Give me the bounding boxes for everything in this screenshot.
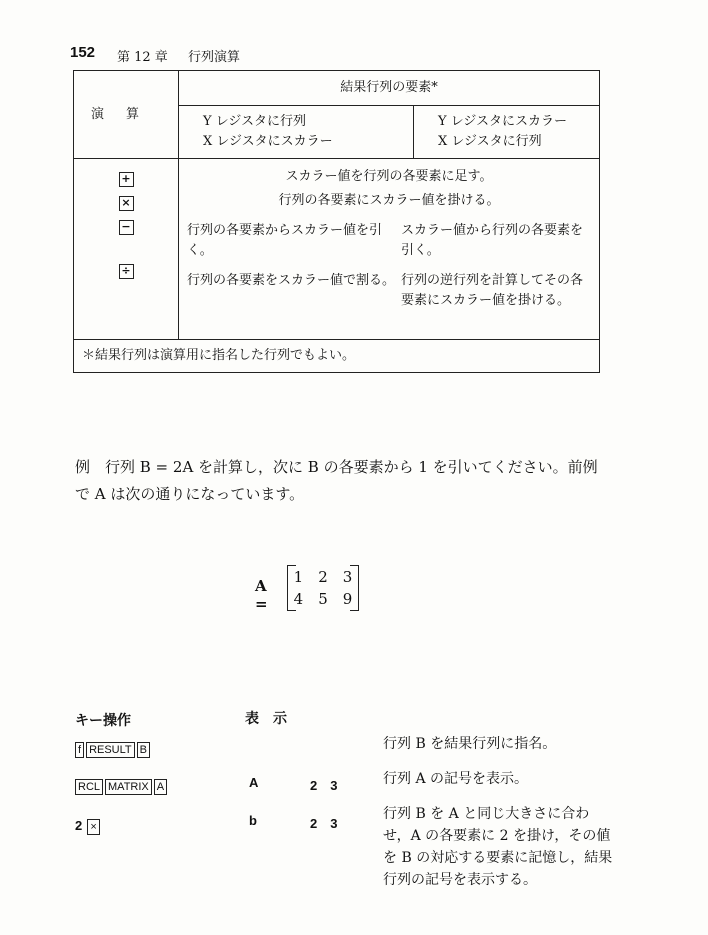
matrix-label: A = xyxy=(255,577,268,613)
display-header: 表 示 xyxy=(245,711,287,727)
chapter-title: 行列演算 xyxy=(188,50,241,65)
keystroke-note-1: 行列 B を結果行列に指名。 xyxy=(383,736,557,752)
page-number: 152 xyxy=(70,44,96,61)
right-bracket-icon xyxy=(350,565,359,611)
keystroke-header: キー操作 xyxy=(75,713,131,729)
table-footnote: ＊結果行列は演算用に指名した行列でもよい。 xyxy=(74,340,600,373)
matrix-key: MATRIX xyxy=(105,779,152,795)
times-key-icon: × xyxy=(87,819,99,835)
keystroke-row-3 xyxy=(75,815,102,835)
result-key: RESULT xyxy=(86,742,135,758)
subheader-right xyxy=(414,106,600,159)
chapter-label: 第 12 章 xyxy=(117,50,168,65)
left-bracket-icon xyxy=(287,565,296,611)
digit-2: 2 xyxy=(75,818,83,833)
desc-div-left: 行列の各要素をスカラー値で割る。 xyxy=(187,273,396,288)
display-2-left: A xyxy=(249,775,259,790)
keystroke-row-2 xyxy=(75,775,169,795)
display-2-right: 2 3 xyxy=(310,778,338,793)
matrix-body xyxy=(287,565,359,611)
subheader-left xyxy=(179,106,414,159)
desc-plus: スカラー値を行列の各要素に足す。 xyxy=(285,169,493,184)
b-key: B xyxy=(137,742,150,758)
matrix-row-1: 1 2 3 xyxy=(293,568,353,586)
a-key: A xyxy=(154,779,167,795)
desc-minus-left: 行列の各要素からスカラー値を引く。 xyxy=(187,223,383,258)
divide-key-icon: ÷ xyxy=(119,264,134,279)
operation-keys xyxy=(74,159,179,340)
desc-minus-right: スカラー値から行列の各要素を引く。 xyxy=(401,223,584,258)
operations-table xyxy=(73,70,600,373)
matrix-row-2: 4 5 9 xyxy=(293,590,353,608)
plus-key-icon: + xyxy=(119,172,134,187)
times-key-icon: × xyxy=(119,196,134,211)
desc-times: 行列の各要素にスカラー値を掛ける。 xyxy=(278,193,500,208)
operation-header: 演算 xyxy=(74,71,179,159)
f-key: f xyxy=(75,742,84,758)
minus-key-icon: − xyxy=(119,220,134,235)
operation-descriptions xyxy=(179,159,600,340)
keystroke-row-1 xyxy=(75,738,152,758)
sub-right-line2: X レジスタに行列 xyxy=(438,134,542,149)
result-header: 結果行列の要素* xyxy=(179,71,600,106)
display-3-left: b xyxy=(249,813,257,828)
keystroke-note-2: 行列 A の記号を表示。 xyxy=(383,771,529,787)
rcl-key: RCL xyxy=(75,779,103,795)
example-text: 例 行列 B = 2A を計算し，次に B の各要素から 1 を引いてください。前例で A は次の通りになっています。 xyxy=(75,458,598,503)
sub-left-line1: Y レジスタに行列 xyxy=(203,114,306,129)
keystroke-note-3: 行列 B を A と同じ大きさに合わせ，A の各要素に 2 を掛け，その値を B の対応する要素に記憶し，結果行列の記号を表示する。 xyxy=(383,806,613,888)
desc-div-right: 行列の逆行列を計算してその各要素にスカラー値を掛ける。 xyxy=(401,273,584,308)
display-3-right: 2 3 xyxy=(310,816,338,831)
sub-left-line2: X レジスタにスカラー xyxy=(203,134,333,149)
sub-right-line1: Y レジスタにスカラー xyxy=(438,114,567,129)
